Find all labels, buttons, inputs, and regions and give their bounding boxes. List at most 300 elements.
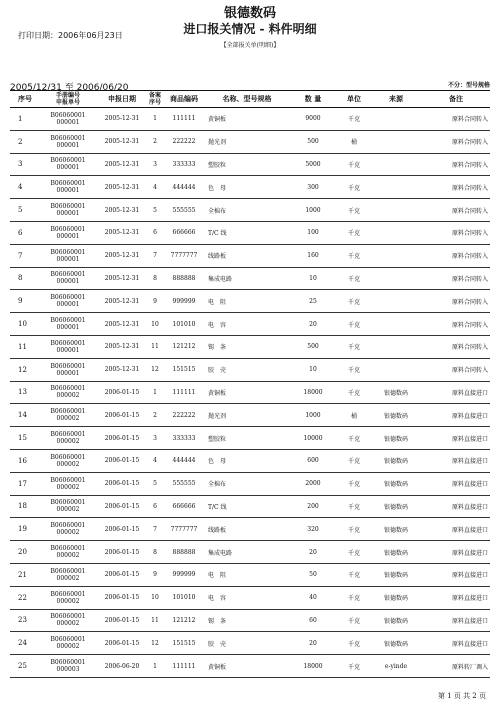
cell-form-no xyxy=(40,108,96,131)
company-name: 银德数码 xyxy=(223,6,276,21)
cell-remark: 原料直接进口 xyxy=(422,495,490,518)
cell-name: 线路板 xyxy=(206,244,288,267)
cell-unit: 千克 xyxy=(338,541,370,564)
cell-source xyxy=(370,176,422,199)
declaration-no: 000001 xyxy=(56,278,80,286)
cell-code: 111111 xyxy=(162,655,206,678)
import-declaration-table xyxy=(10,90,490,678)
table-row xyxy=(10,518,490,541)
cell-form-no xyxy=(40,472,96,495)
cell-name: 色 母 xyxy=(206,449,288,472)
cell-name: 黄铜板 xyxy=(206,655,288,678)
cell-date: 2005-12-31 xyxy=(96,153,148,176)
cell-name: 胶 壳 xyxy=(206,632,288,655)
cell-qty: 600 xyxy=(288,449,338,472)
cell-name: 全棉布 xyxy=(206,472,288,495)
cell-qty: 200 xyxy=(288,495,338,518)
cell-code: 101010 xyxy=(162,586,206,609)
cell-no: 16 xyxy=(10,449,40,472)
col-header-remark: 备注 xyxy=(422,91,490,108)
cell-no: 12 xyxy=(10,358,40,381)
cell-name: 电 容 xyxy=(206,313,288,336)
cell-name: T/C 线 xyxy=(206,495,288,518)
cell-remark: 原料合同转入 xyxy=(422,244,490,267)
cell-remark: 原料合同转入 xyxy=(422,199,490,222)
cell-form-no xyxy=(40,130,96,153)
cell-remark: 原料直接进口 xyxy=(422,586,490,609)
cell-no: 25 xyxy=(10,655,40,678)
col-header-record-no: 备案 序号 xyxy=(148,92,161,106)
cell-source xyxy=(370,221,422,244)
cell-source xyxy=(370,358,422,381)
cell-record-no: 3 xyxy=(148,153,162,176)
cell-date: 2005-12-31 xyxy=(96,176,148,199)
cell-source xyxy=(370,199,422,222)
declaration-no: 000002 xyxy=(56,483,80,491)
cell-source: 银德数码 xyxy=(370,518,422,541)
cell-record-no: 1 xyxy=(148,108,162,131)
cell-form-no xyxy=(40,358,96,381)
col-header-date: 申报日期 xyxy=(96,91,148,108)
cell-qty: 10 xyxy=(288,267,338,290)
cell-date: 2006-01-15 xyxy=(96,381,148,404)
cell-date: 2005-12-31 xyxy=(96,313,148,336)
cell-record-no: 12 xyxy=(148,358,162,381)
cell-date: 2006-01-15 xyxy=(96,495,148,518)
cell-record-no: 4 xyxy=(148,449,162,472)
cell-no: 20 xyxy=(10,541,40,564)
declaration-no: 000001 xyxy=(56,187,80,195)
cell-date: 2006-01-15 xyxy=(96,586,148,609)
declaration-no: 000003 xyxy=(56,666,80,674)
cell-date: 2006-01-15 xyxy=(96,449,148,472)
cell-qty: 300 xyxy=(288,176,338,199)
cell-name: 锡 条 xyxy=(206,335,288,358)
cell-record-no: 6 xyxy=(148,221,162,244)
cell-record-no: 11 xyxy=(148,335,162,358)
declaration-no: 000002 xyxy=(56,506,80,514)
cell-unit: 千克 xyxy=(338,381,370,404)
cell-code: 666666 xyxy=(162,221,206,244)
cell-qty: 9000 xyxy=(288,108,338,131)
cell-record-no: 11 xyxy=(148,609,162,632)
declaration-no: 000001 xyxy=(56,232,80,240)
declaration-no: 000001 xyxy=(56,369,80,377)
cell-remark: 原料直接进口 xyxy=(422,472,490,495)
handbook-no: B06060001 xyxy=(50,111,86,119)
cell-record-no: 9 xyxy=(148,563,162,586)
cell-name: 胶 壳 xyxy=(206,358,288,381)
declaration-no: 000002 xyxy=(56,597,80,605)
cell-name: 集成电路 xyxy=(206,267,288,290)
cell-form-no xyxy=(40,586,96,609)
cell-source: 银德数码 xyxy=(370,495,422,518)
cell-record-no: 2 xyxy=(148,130,162,153)
cell-name: 全棉布 xyxy=(206,199,288,222)
handbook-no: B06060001 xyxy=(50,317,86,325)
cell-name: 色 母 xyxy=(206,176,288,199)
cell-unit: 千克 xyxy=(338,518,370,541)
handbook-no: B06060001 xyxy=(50,499,86,507)
cell-qty: 40 xyxy=(288,586,338,609)
cell-name: 塑胶粒 xyxy=(206,153,288,176)
cell-qty: 2000 xyxy=(288,472,338,495)
cell-date: 2005-12-31 xyxy=(96,290,148,313)
cell-form-no xyxy=(40,404,96,427)
cell-unit: 千克 xyxy=(338,449,370,472)
cell-form-no xyxy=(40,632,96,655)
handbook-no: B06060001 xyxy=(50,545,86,553)
table-row xyxy=(10,176,490,199)
table-row xyxy=(10,335,490,358)
cell-qty: 18000 xyxy=(288,655,338,678)
table-row xyxy=(10,586,490,609)
cell-qty: 1000 xyxy=(288,404,338,427)
cell-unit: 千克 xyxy=(338,153,370,176)
cell-remark: 原料直接进口 xyxy=(422,541,490,564)
cell-name: 黄铜板 xyxy=(206,381,288,404)
cell-date: 2005-12-31 xyxy=(96,244,148,267)
table-row xyxy=(10,541,490,564)
cell-no: 14 xyxy=(10,404,40,427)
cell-source xyxy=(370,153,422,176)
cell-code: 555555 xyxy=(162,199,206,222)
cell-unit: 千克 xyxy=(338,495,370,518)
print-date-value: 2006年06月23日 xyxy=(58,31,123,40)
handbook-no: B06060001 xyxy=(50,522,86,530)
cell-no: 13 xyxy=(10,381,40,404)
cell-date: 2006-01-15 xyxy=(96,541,148,564)
handbook-no: B06060001 xyxy=(50,271,86,279)
cell-unit: 千克 xyxy=(338,244,370,267)
table-row xyxy=(10,153,490,176)
declaration-no: 000001 xyxy=(56,118,80,126)
cell-no: 7 xyxy=(10,244,40,267)
cell-no: 3 xyxy=(10,153,40,176)
handbook-no: B06060001 xyxy=(50,294,86,302)
cell-form-no xyxy=(40,244,96,267)
declaration-no: 000002 xyxy=(56,529,80,537)
cell-source: 银德数码 xyxy=(370,541,422,564)
cell-remark: 原料合同转入 xyxy=(422,290,490,313)
cell-unit: 千克 xyxy=(338,108,370,131)
cell-name: 电 阻 xyxy=(206,563,288,586)
cell-remark: 原料合同转入 xyxy=(422,358,490,381)
cell-form-no xyxy=(40,541,96,564)
cell-remark: 原料合同转入 xyxy=(422,130,490,153)
handbook-no: B06060001 xyxy=(50,431,86,439)
table-row xyxy=(10,244,490,267)
cell-source: 银德数码 xyxy=(370,427,422,450)
cell-no: 15 xyxy=(10,427,40,450)
cell-no: 18 xyxy=(10,495,40,518)
cell-remark: 原料合同转入 xyxy=(422,313,490,336)
cell-unit: 千克 xyxy=(338,335,370,358)
cell-date: 2006-01-15 xyxy=(96,427,148,450)
cell-remark: 原料直接进口 xyxy=(422,449,490,472)
cell-form-no xyxy=(40,176,96,199)
cell-qty: 50 xyxy=(288,563,338,586)
cell-qty: 25 xyxy=(288,290,338,313)
cell-code: 333333 xyxy=(162,427,206,450)
cell-source xyxy=(370,290,422,313)
cell-remark: 原料转厂调入 xyxy=(422,655,490,678)
cell-no: 24 xyxy=(10,632,40,655)
cell-no: 9 xyxy=(10,290,40,313)
handbook-no: B06060001 xyxy=(50,339,86,347)
declaration-no: 000002 xyxy=(56,415,80,423)
cell-unit: 千克 xyxy=(338,199,370,222)
cell-code: 101010 xyxy=(162,313,206,336)
cell-remark: 原料合同转入 xyxy=(422,108,490,131)
cell-unit: 千克 xyxy=(338,632,370,655)
cell-no: 10 xyxy=(10,313,40,336)
declaration-no: 000002 xyxy=(56,392,80,400)
table-row xyxy=(10,655,490,678)
col-header-name: 名称、型号规格 xyxy=(206,91,288,108)
table-row xyxy=(10,267,490,290)
cell-record-no: 10 xyxy=(148,313,162,336)
cell-name: T/C 线 xyxy=(206,221,288,244)
cell-date: 2005-12-31 xyxy=(96,130,148,153)
cell-name: 集成电路 xyxy=(206,541,288,564)
cell-date: 2006-01-15 xyxy=(96,518,148,541)
handbook-no: B06060001 xyxy=(50,134,86,142)
table-row xyxy=(10,472,490,495)
table-row xyxy=(10,495,490,518)
cell-form-no xyxy=(40,313,96,336)
declaration-no: 000002 xyxy=(56,460,80,468)
cell-unit: 桶 xyxy=(338,130,370,153)
cell-source: 银德数码 xyxy=(370,381,422,404)
cell-form-no xyxy=(40,427,96,450)
cell-record-no: 12 xyxy=(148,632,162,655)
cell-record-no: 1 xyxy=(148,381,162,404)
page-indicator: 第 1 页 共 2 页 xyxy=(437,692,486,700)
cell-code: 7777777 xyxy=(162,244,206,267)
table-row xyxy=(10,563,490,586)
declaration-no: 000002 xyxy=(56,438,80,446)
cell-date: 2006-01-15 xyxy=(96,472,148,495)
cell-qty: 10000 xyxy=(288,427,338,450)
cell-code: 444444 xyxy=(162,176,206,199)
cell-qty: 60 xyxy=(288,609,338,632)
cell-unit: 千克 xyxy=(338,358,370,381)
declaration-no: 000001 xyxy=(56,210,80,218)
cell-code: 111111 xyxy=(162,108,206,131)
declaration-no: 000002 xyxy=(56,620,80,628)
col-header-code: 商品编码 xyxy=(162,91,206,108)
cell-qty: 10 xyxy=(288,358,338,381)
cell-record-no: 6 xyxy=(148,495,162,518)
handbook-no: B06060001 xyxy=(50,408,86,416)
cell-qty: 5000 xyxy=(288,153,338,176)
cell-no: 4 xyxy=(10,176,40,199)
cell-name: 锡 条 xyxy=(206,609,288,632)
handbook-no: B06060001 xyxy=(50,157,86,165)
cell-date: 2005-12-31 xyxy=(96,358,148,381)
table-header-row xyxy=(10,91,490,108)
cell-no: 8 xyxy=(10,267,40,290)
cell-unit: 千克 xyxy=(338,221,370,244)
cell-name: 电 容 xyxy=(206,586,288,609)
cell-remark: 原料合同转入 xyxy=(422,221,490,244)
cell-remark: 原料直接进口 xyxy=(422,609,490,632)
handbook-no: B06060001 xyxy=(50,453,86,461)
cell-form-no xyxy=(40,563,96,586)
cell-no: 19 xyxy=(10,518,40,541)
declaration-no: 000001 xyxy=(56,255,80,263)
handbook-no: B06060001 xyxy=(50,248,86,256)
cell-unit: 千克 xyxy=(338,586,370,609)
cell-code: 666666 xyxy=(162,495,206,518)
cell-no: 1 xyxy=(10,108,40,131)
cell-no: 21 xyxy=(10,563,40,586)
table-body xyxy=(10,108,490,678)
handbook-no: B06060001 xyxy=(50,180,86,188)
cell-form-no xyxy=(40,221,96,244)
cell-remark: 原料合同转入 xyxy=(422,176,490,199)
cell-date: 2006-01-15 xyxy=(96,609,148,632)
cell-qty: 20 xyxy=(288,541,338,564)
cell-qty: 20 xyxy=(288,632,338,655)
cell-qty: 500 xyxy=(288,130,338,153)
table-row xyxy=(10,130,490,153)
cell-unit: 千克 xyxy=(338,313,370,336)
col-header-no: 序号 xyxy=(10,91,40,108)
cell-record-no: 7 xyxy=(148,518,162,541)
cell-code: 151515 xyxy=(162,358,206,381)
cell-source xyxy=(370,335,422,358)
cell-code: 121212 xyxy=(162,335,206,358)
cell-unit: 千克 xyxy=(338,472,370,495)
cell-source: 银德数码 xyxy=(370,404,422,427)
handbook-no: B06060001 xyxy=(50,659,86,667)
cell-code: 111111 xyxy=(162,381,206,404)
cell-form-no xyxy=(40,495,96,518)
cell-remark: 原料直接进口 xyxy=(422,404,490,427)
col-header-qty: 数 量 xyxy=(288,91,338,108)
handbook-no: B06060001 xyxy=(50,203,86,211)
cell-name: 抛光剂 xyxy=(206,404,288,427)
handbook-no: B06060001 xyxy=(50,590,86,598)
cell-source: 银德数码 xyxy=(370,609,422,632)
cell-record-no: 7 xyxy=(148,244,162,267)
cell-source xyxy=(370,130,422,153)
cell-name: 黄铜板 xyxy=(206,108,288,131)
cell-remark: 原料直接进口 xyxy=(422,518,490,541)
cell-remark: 原料直接进口 xyxy=(422,381,490,404)
cell-no: 2 xyxy=(10,130,40,153)
cell-record-no: 5 xyxy=(148,472,162,495)
handbook-no: B06060001 xyxy=(50,476,86,484)
cell-form-no xyxy=(40,335,96,358)
col-header-source: 来源 xyxy=(370,91,422,108)
cell-form-no xyxy=(40,518,96,541)
table-row xyxy=(10,358,490,381)
col-header-form-no: 手册编号 申报单号 xyxy=(40,91,96,108)
cell-remark: 原料直接进口 xyxy=(422,427,490,450)
table-row xyxy=(10,404,490,427)
table-row xyxy=(10,632,490,655)
cell-record-no: 2 xyxy=(148,404,162,427)
handbook-no: B06060001 xyxy=(50,567,86,575)
declaration-no: 000002 xyxy=(56,643,80,651)
cell-source xyxy=(370,267,422,290)
cell-form-no xyxy=(40,655,96,678)
cell-remark: 原料合同转入 xyxy=(422,153,490,176)
cell-form-no xyxy=(40,153,96,176)
cell-no: 6 xyxy=(10,221,40,244)
cell-unit: 千克 xyxy=(338,176,370,199)
cell-qty: 20 xyxy=(288,313,338,336)
cell-remark: 原料直接进口 xyxy=(422,632,490,655)
cell-date: 2005-12-31 xyxy=(96,335,148,358)
table-row xyxy=(10,427,490,450)
declaration-no: 000002 xyxy=(56,574,80,582)
cell-date: 2006-01-15 xyxy=(96,404,148,427)
handbook-no: B06060001 xyxy=(50,613,86,621)
table-row xyxy=(10,221,490,244)
cell-record-no: 10 xyxy=(148,586,162,609)
declaration-no: 000002 xyxy=(56,552,80,560)
cell-code: 333333 xyxy=(162,153,206,176)
cell-unit: 千克 xyxy=(338,267,370,290)
cell-form-no xyxy=(40,449,96,472)
table-row xyxy=(10,313,490,336)
cell-record-no: 1 xyxy=(148,655,162,678)
cell-unit: 千克 xyxy=(338,563,370,586)
cell-code: 222222 xyxy=(162,130,206,153)
cell-date: 2005-12-31 xyxy=(96,108,148,131)
col-header-unit: 单位 xyxy=(338,91,370,108)
cell-unit: 千克 xyxy=(338,609,370,632)
cell-no: 22 xyxy=(10,586,40,609)
cell-code: 999999 xyxy=(162,563,206,586)
cell-code: 555555 xyxy=(162,472,206,495)
cell-unit: 千克 xyxy=(338,655,370,678)
cell-code: 222222 xyxy=(162,404,206,427)
table-row xyxy=(10,381,490,404)
cell-no: 23 xyxy=(10,609,40,632)
cell-source xyxy=(370,313,422,336)
cell-source xyxy=(370,244,422,267)
cell-name: 电 阻 xyxy=(206,290,288,313)
declaration-no: 000001 xyxy=(56,324,80,332)
cell-record-no: 4 xyxy=(148,176,162,199)
cell-no: 11 xyxy=(10,335,40,358)
cell-date: 2006-01-15 xyxy=(96,632,148,655)
cell-name: 线路板 xyxy=(206,518,288,541)
table-row xyxy=(10,609,490,632)
cell-source: 银德数码 xyxy=(370,632,422,655)
print-date-label: 打印日期： xyxy=(18,31,58,40)
cell-form-no xyxy=(40,381,96,404)
cell-date: 2006-06-20 xyxy=(96,655,148,678)
cell-no: 17 xyxy=(10,472,40,495)
cell-remark: 原料合同转入 xyxy=(422,335,490,358)
cell-form-no xyxy=(40,199,96,222)
report-subtitle: 【全部报关单(明细)】 xyxy=(220,42,280,49)
cell-source: 银德数码 xyxy=(370,563,422,586)
cell-unit: 千克 xyxy=(338,290,370,313)
declaration-no: 000001 xyxy=(56,301,80,309)
cell-no: 5 xyxy=(10,199,40,222)
cell-date: 2005-12-31 xyxy=(96,199,148,222)
table-row xyxy=(10,108,490,131)
handbook-no: B06060001 xyxy=(50,225,86,233)
cell-form-no xyxy=(40,609,96,632)
